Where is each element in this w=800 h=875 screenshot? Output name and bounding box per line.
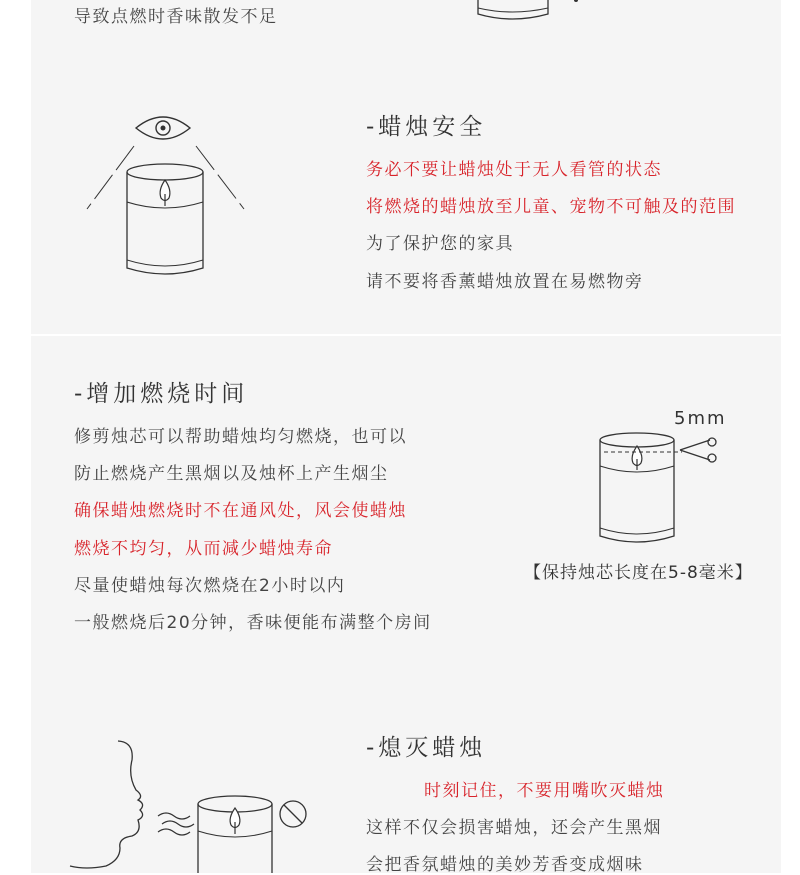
scissors-trim-wick-icon <box>590 428 725 550</box>
eye-watching-candle-icon <box>80 110 255 285</box>
previous-section-text: 导致点燃时香味散发不足 <box>74 7 278 27</box>
safety-title: -蜡烛安全 <box>366 114 487 140</box>
trim-length-label: 5mm <box>674 408 727 429</box>
burn-time-title: -增加燃烧时间 <box>74 381 249 407</box>
safety-line-4: 请不要将香薰蜡烛放置在易燃物旁 <box>366 272 644 292</box>
trim-caption: 【保持烛芯长度在5-8毫米】 <box>524 563 753 583</box>
candle-bottom-icon <box>470 0 590 28</box>
burn-time-line-6: 一般燃烧后20分钟，香味便能布满整个房间 <box>74 613 432 633</box>
extinguish-line-2: 这样不仅会损害蜡烛，还会产生黑烟 <box>366 818 662 838</box>
safety-line-3: 为了保护您的家具 <box>366 234 514 254</box>
burn-time-line-3: 确保蜡烛燃烧时不在通风处，风会使蜡烛 <box>74 501 407 521</box>
burn-time-line-5: 尽量使蜡烛每次燃烧在2小时以内 <box>74 576 346 596</box>
burn-time-line-2: 防止燃烧产生黑烟以及烛杯上产生烟尘 <box>74 464 389 484</box>
burn-time-line-4: 燃烧不均匀，从而减少蜡烛寿命 <box>74 539 333 559</box>
burn-time-line-1: 修剪烛芯可以帮助蜡烛均匀燃烧，也可以 <box>74 427 407 447</box>
extinguish-line-1: 时刻记住，不要用嘴吹灭蜡烛 <box>424 781 665 801</box>
extinguish-line-3: 会把香氛蜡烛的美妙芳香变成烟味 <box>366 855 644 875</box>
safety-line-1: 务必不要让蜡烛处于无人看管的状态 <box>366 160 662 180</box>
extinguish-title: -熄灭蜡烛 <box>366 735 487 761</box>
no-blowing-candle-icon <box>66 738 316 873</box>
safety-line-2: 将燃烧的蜡烛放至儿童、宠物不可触及的范围 <box>366 197 736 217</box>
